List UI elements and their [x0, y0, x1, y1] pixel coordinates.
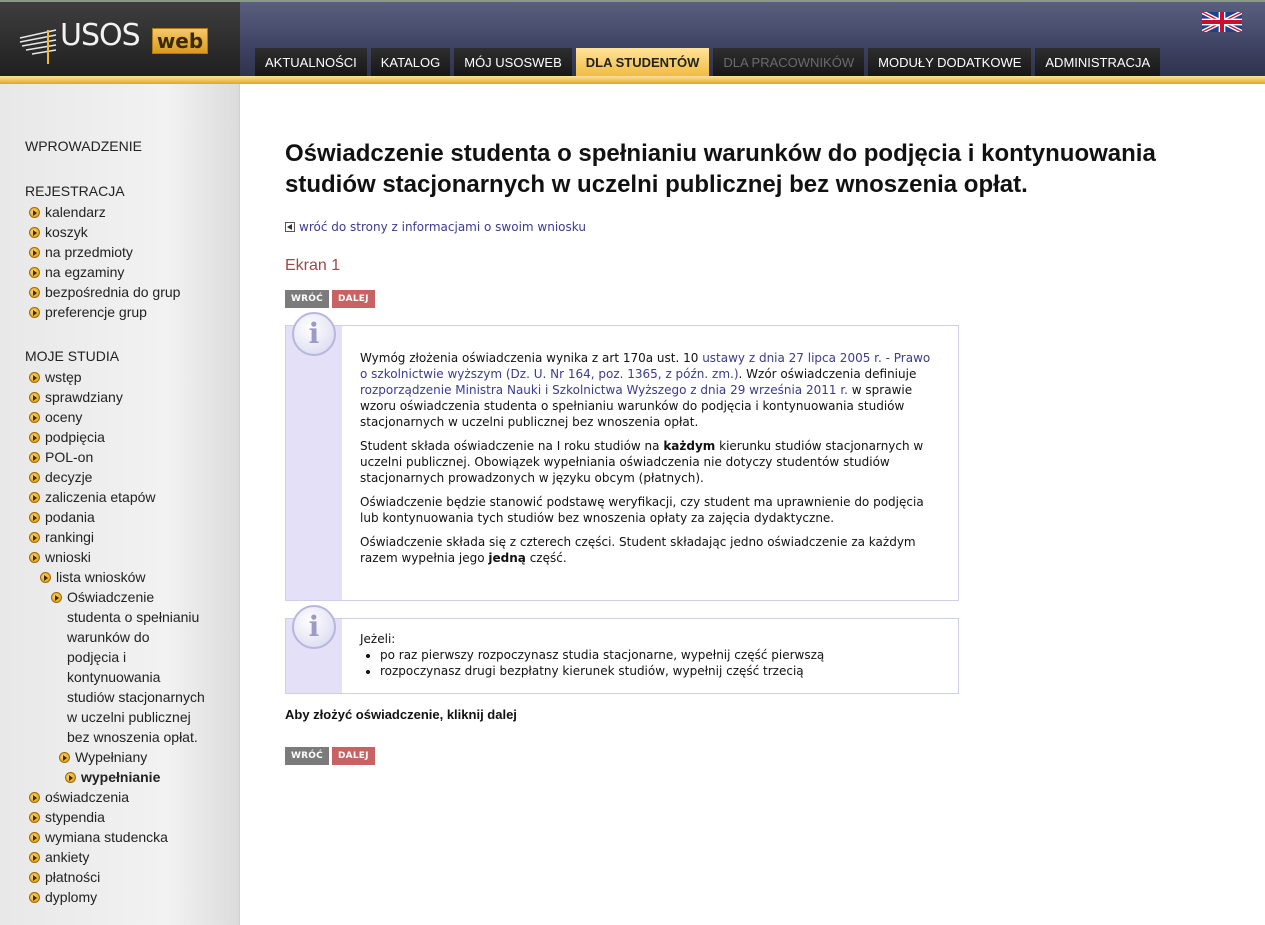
bullet-icon: [29, 472, 40, 483]
nav-tab-dla-studentow[interactable]: DLA STUDENTÓW: [576, 48, 710, 78]
sidebar-item-wnioski[interactable]: wnioski: [29, 547, 91, 567]
bullet-icon: [29, 372, 40, 383]
bullet-icon: [29, 227, 40, 238]
sidebar-item-sprawdziany[interactable]: sprawdziany: [29, 387, 123, 407]
sidebar-item-oswiadczenie[interactable]: Oświadczenie studenta o spełnianiu warunków do podjęcia i kontynuowania studiów stacjonarnych w uczelni publicznej bez wnoszenia opłat.: [51, 587, 236, 747]
sidebar-item-podpiecia[interactable]: podpięcia: [29, 427, 105, 447]
sidebar-item-oswiadczenia[interactable]: oświadczenia: [29, 787, 129, 807]
uk-flag-icon[interactable]: [1202, 12, 1242, 32]
sidebar-item-decyzje[interactable]: decyzje: [29, 467, 92, 487]
sidebar-item-wypelniany[interactable]: Wypełniany: [59, 747, 147, 767]
back-button-bottom[interactable]: WRÓĆ: [285, 747, 329, 765]
list-item: • po raz pierwszy rozpoczynasz studia stacjonarne, wypełnij część pierwszą: [380, 647, 940, 663]
sidebar-item-wstep[interactable]: wstęp: [29, 367, 82, 387]
sidebar-item-wprowadzenie[interactable]: WPROWADZENIE: [25, 138, 142, 154]
bullet-icon: [29, 452, 40, 463]
bullet-icon: [29, 492, 40, 503]
sidebar-item-wypelnianie[interactable]: wypełnianie: [65, 767, 160, 787]
sidebar-item-oceny[interactable]: oceny: [29, 407, 82, 427]
sidebar-item-ankiety[interactable]: ankiety: [29, 847, 89, 867]
bullet-icon: [29, 412, 40, 423]
info-paragraph-1: Wymóg złożenia oświadczenia wynika z art 170a ust. 10 ustawy z dnia 27 lipca 2005 r. - Prawo o szkolnictwie wyższym (Dz. U. Nr 164, poz. 1365, z późn. zm.). Wzór oświadczenia definiuje rozporządzenie Ministra Nauki i Szkolnictwa Wyższego z dnia 29 września 2011 r. w sprawie wzoru oświadczenia studenta o spełnianiu warunków do podjęcia i kontynuowania studiów stacjonarnych w uczelni publicznej bez wnoszenia opłat.: [360, 351, 931, 429]
top-header: [0, 0, 1265, 84]
info-content: [360, 619, 940, 679]
nav-tab-dla-pracownikow: DLA PRACOWNIKÓW: [713, 48, 864, 78]
sidebar-item-pol-on[interactable]: POL-on: [29, 447, 93, 467]
bullet-icon: [59, 752, 70, 763]
sidebar-item-zaliczenia-etapow[interactable]: zaliczenia etapów: [29, 487, 156, 507]
info-icon: i: [292, 312, 336, 356]
bullet-icon: [29, 392, 40, 403]
bullet-icon: [29, 832, 40, 843]
sidebar-item-platnosci[interactable]: płatności: [29, 867, 100, 887]
sidebar-item-koszyk[interactable]: koszyk: [29, 222, 88, 242]
header-gold-bar: [0, 76, 1265, 84]
back-button-top[interactable]: WRÓĆ: [285, 290, 329, 308]
screen-title: Ekran 1: [285, 257, 341, 274]
bullet-icon: [29, 812, 40, 823]
usosweb-logo[interactable]: [0, 2, 240, 78]
back-to-application-link[interactable]: wróć do strony z informacjami o swoim wniosku: [285, 220, 586, 234]
nav-tab-administracja[interactable]: ADMINISTRACJA: [1035, 48, 1160, 78]
bullet-icon: [29, 432, 40, 443]
instructions-intro: Jeżeli:: [360, 632, 396, 646]
nav-tab-moj-usosweb[interactable]: MÓJ USOSWEB: [454, 48, 572, 78]
sidebar-item-na-egzaminy[interactable]: na egzaminy: [29, 262, 124, 282]
logo-text: USOS: [60, 18, 140, 53]
bullet-icon: [29, 307, 40, 318]
bullet-icon: [29, 512, 40, 523]
regulation-link[interactable]: rozporządzenie Ministra Nauki i Szkolnictwa Wyższego z dnia 29 września 2011 r.: [360, 383, 848, 397]
sidebar-item-stypendia[interactable]: stypendia: [29, 807, 105, 827]
bullet-icon: [29, 532, 40, 543]
info-paragraph-3: Oświadczenie będzie stanowić podstawę weryfikacji, czy student ma uprawnienie do podjęcia lub kontynuowania tych studiów bez wnoszenia opłaty za zajęcia dydaktyczne.: [360, 495, 924, 525]
sidebar-item-lista-wnioskow[interactable]: lista wniosków: [40, 567, 145, 587]
nav-tab-katalog[interactable]: KATALOG: [371, 48, 450, 78]
sidebar-item-podania[interactable]: podania: [29, 507, 95, 527]
bullet-icon: [29, 267, 40, 278]
bullet-icon: [51, 592, 62, 603]
bullet-icon: [29, 247, 40, 258]
submit-instruction: Aby złożyć oświadczenie, kliknij dalej: [285, 707, 517, 722]
nav-tab-moduly-dodatkowe[interactable]: MODUŁY DODATKOWE: [868, 48, 1031, 78]
bullet-icon: [29, 872, 40, 883]
sidebar-item-rankingi[interactable]: rankingi: [29, 527, 94, 547]
info-box-requirements: [285, 317, 959, 601]
next-button-bottom[interactable]: DALEJ: [332, 747, 375, 765]
bullet-icon: [40, 572, 51, 583]
info-icon: i: [292, 605, 336, 649]
info-content: [360, 326, 940, 566]
sidebar-item-na-przedmioty[interactable]: na przedmioty: [29, 242, 133, 262]
list-item: • rozpoczynasz drugi bezpłatny kierunek studiów, wypełnij część trzecią: [380, 663, 940, 679]
bullet-icon: [29, 207, 40, 218]
sidebar-heading-rejestracja[interactable]: REJESTRACJA: [25, 183, 125, 199]
nav-tab-aktualnosci[interactable]: AKTUALNOŚCI: [255, 48, 367, 78]
page-title: Oświadczenie studenta o spełnianiu warunków do podjęcia i kontynuowania studiów stacjonarnych w uczelni publicznej bez wnoszenia opłat.: [285, 140, 1156, 198]
info-paragraph-2: Student składa oświadczenie na I roku studiów na każdym kierunku studiów stacjonarnych w uczelni publicznej. Obowiązek wypełniania oświadczenia nie dotyczy studentów studiów stacjonarnych prowadzonych w języku obcym (płatnych).: [360, 439, 924, 485]
bullet-icon: [29, 552, 40, 563]
sidebar-item-bezposrednia[interactable]: bezpośrednia do grup: [29, 282, 180, 302]
logo-lines-icon: [18, 24, 58, 64]
sidebar-item-wymiana-studencka[interactable]: wymiana studencka: [29, 827, 168, 847]
logo-web-badge: web: [152, 28, 208, 54]
bullet-icon: [29, 287, 40, 298]
sidebar-item-dyplomy[interactable]: dyplomy: [29, 887, 97, 907]
act-link[interactable]: ustawy z dnia 27 lipca 2005 r. - Prawo o szkolnictwie wyższym (Dz. U. Nr 164, poz. 1365, z późn. zm.): [360, 351, 931, 381]
main-nav: [255, 48, 1164, 78]
sidebar-heading-moje-studia[interactable]: MOJE STUDIA: [25, 348, 120, 364]
back-arrow-icon: [285, 222, 295, 232]
next-button-top[interactable]: DALEJ: [332, 290, 375, 308]
bullet-icon: [29, 852, 40, 863]
sidebar-item-preferencje[interactable]: preferencje grup: [29, 302, 147, 322]
info-box-instructions: [285, 610, 959, 694]
info-paragraph-4: Oświadczenie składa się z czterech części. Student składając jedno oświadczenie za każdym razem wypełnia jego jedną część.: [360, 535, 916, 565]
bullet-icon: [29, 892, 40, 903]
sidebar: [0, 84, 240, 925]
sidebar-item-kalendarz[interactable]: kalendarz: [29, 202, 106, 222]
bullet-icon: [65, 772, 76, 783]
info-stripe: [286, 326, 342, 600]
instructions-list: [380, 647, 940, 679]
bullet-icon: [29, 792, 40, 803]
